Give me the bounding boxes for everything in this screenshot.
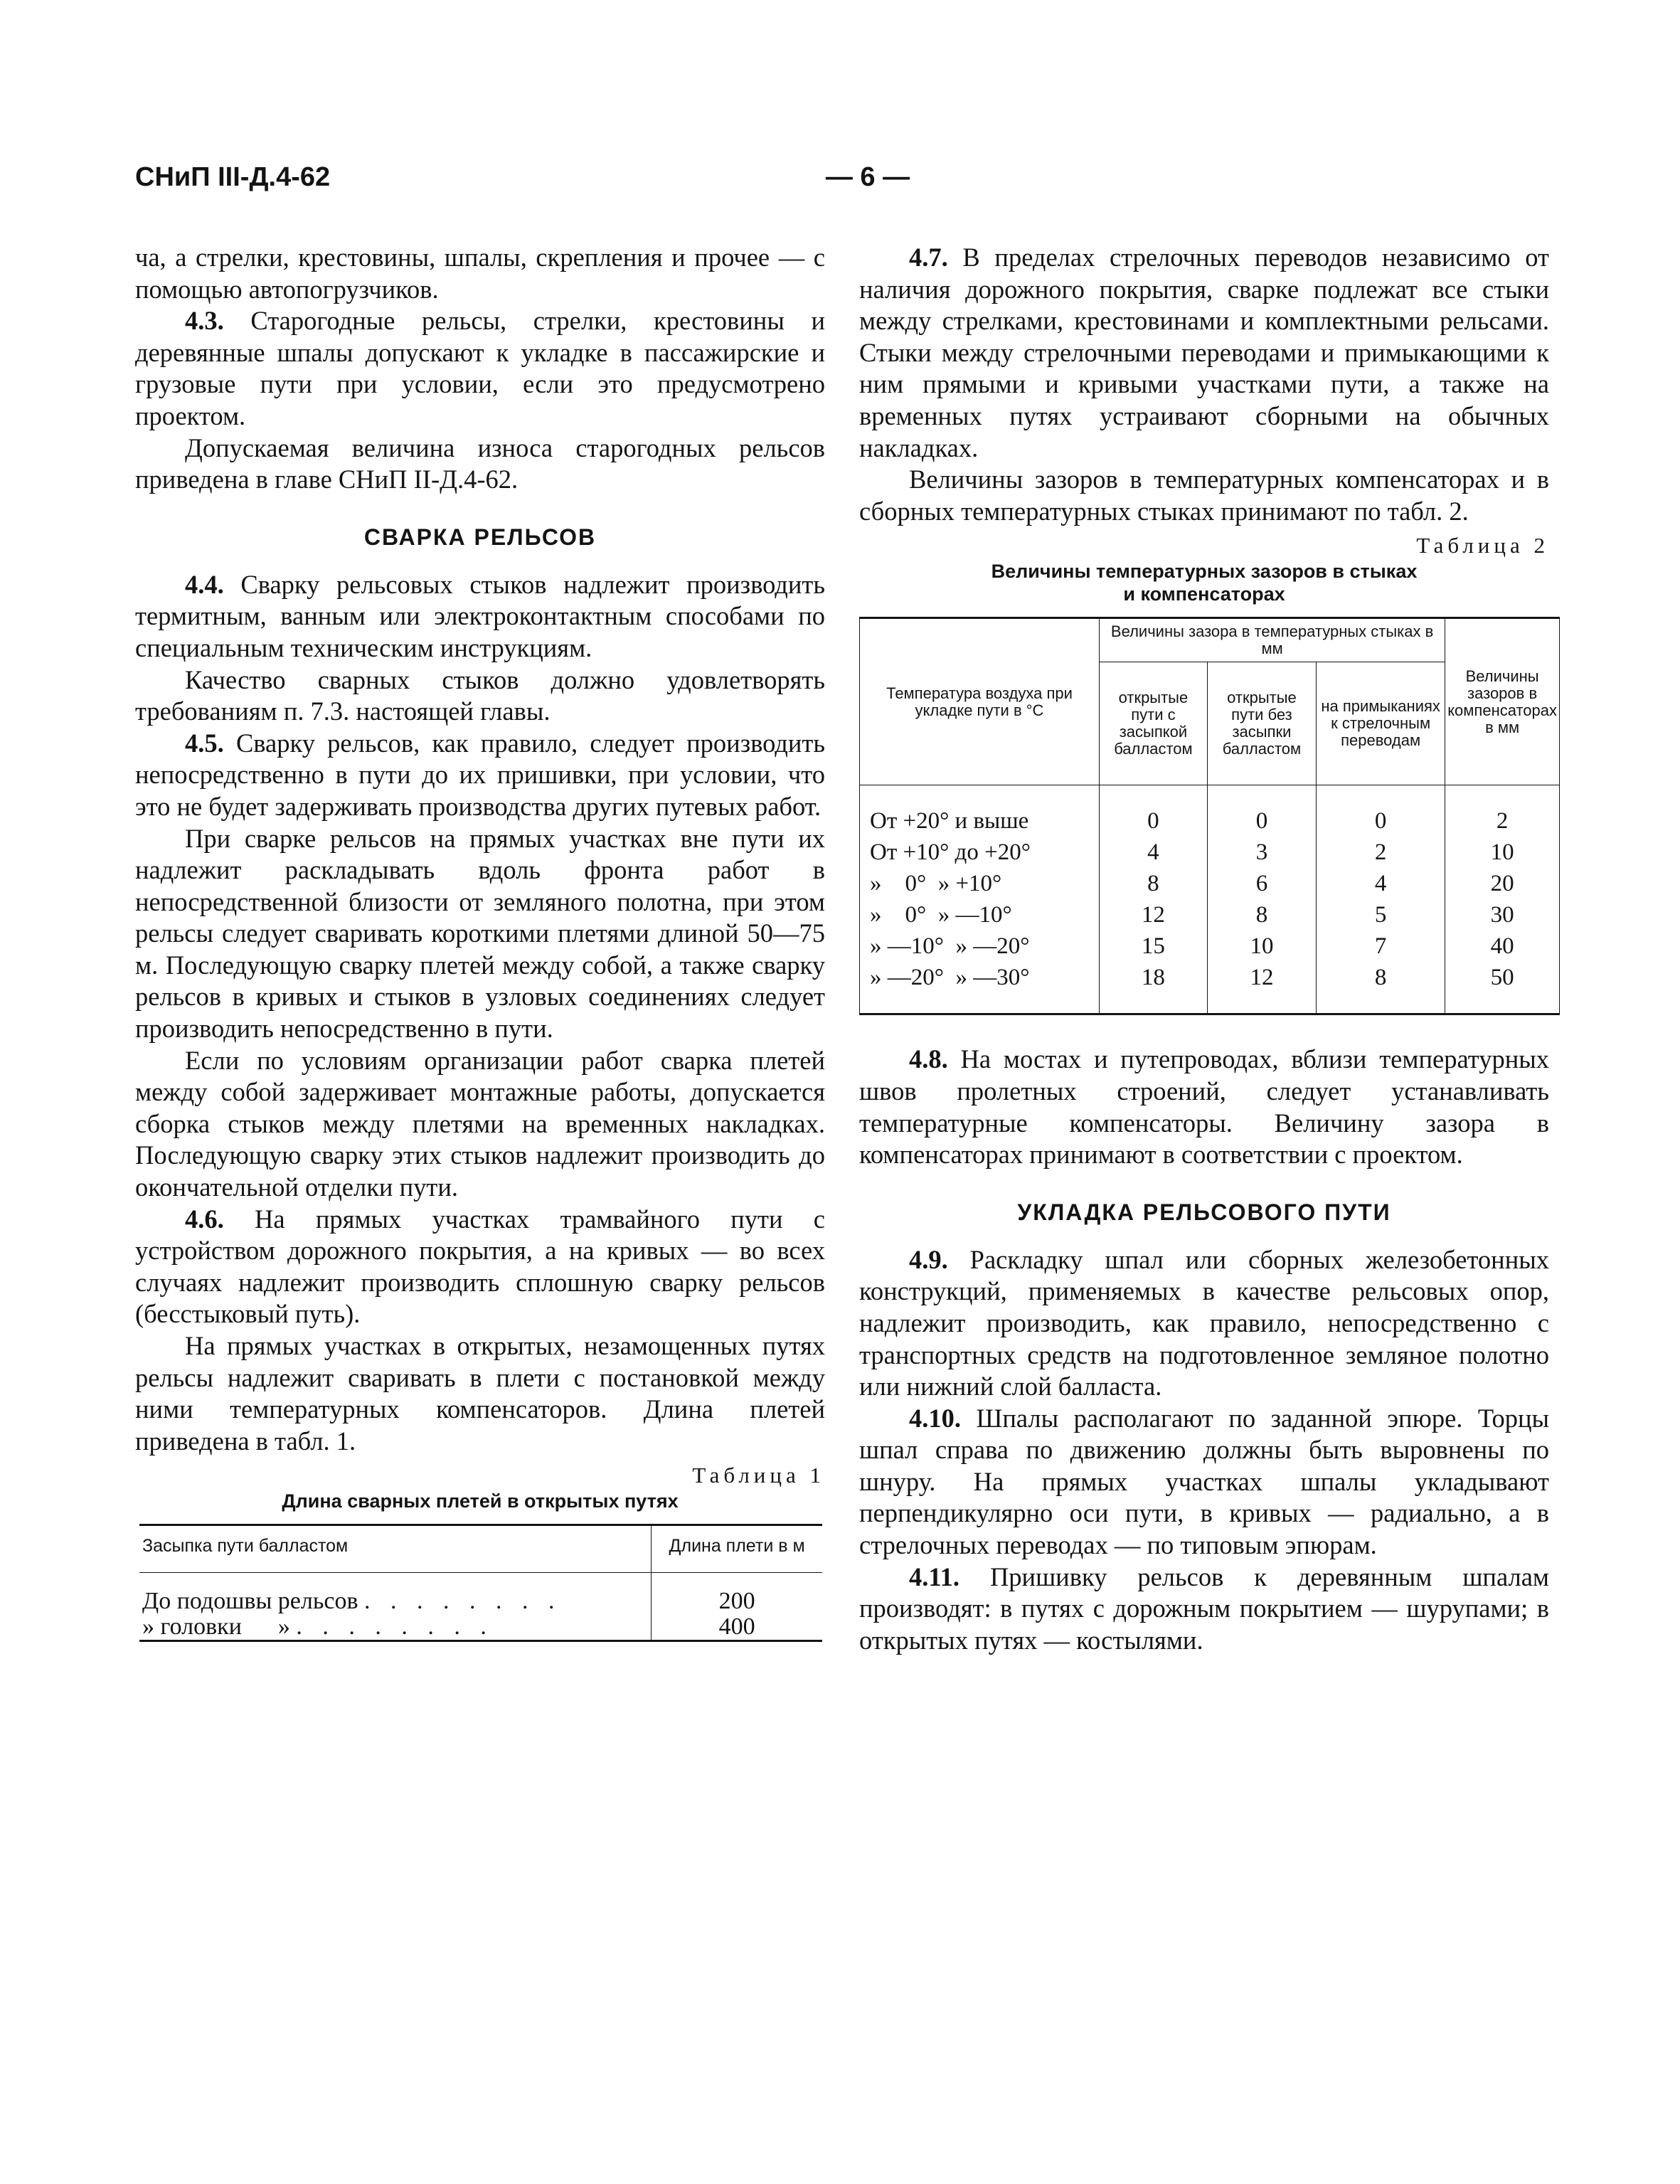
table-cell: » —20° » —30°	[860, 962, 1100, 1014]
table-row	[860, 868, 1560, 899]
page-header	[135, 162, 1543, 205]
clause-number: 4.7.	[909, 243, 948, 272]
table-cell: 0	[1207, 785, 1316, 837]
table-cell: До подошвы рельсов	[142, 1588, 358, 1615]
left-column	[135, 242, 825, 1642]
paragraph: Величины зазоров в температурных компенсаторах и в сборных температурных стыках принимают по табл. 2.	[859, 465, 1549, 526]
table-cell: » 0° » +10°	[860, 868, 1100, 899]
table-2-header-gap-group: Величины зазора в температурных стыках в мм	[1100, 618, 1445, 662]
paragraph-4-3: 4.3. Старогодные рельсы, стрелки, крестовины и деревянные шпалы допускают к укладке в пассажирские и грузовые пути при условии, если это предусмотрено проектом.	[135, 306, 826, 430]
section-heading-track-laying: УКЛАДКА РЕЛЬСОВОГО ПУТИ	[1017, 1199, 1391, 1225]
clause-number: 4.9.	[909, 1244, 948, 1274]
table-2-header-with-ballast: открытые пути с засыпкой балластом	[1100, 662, 1208, 785]
table-cell: 15	[1100, 931, 1208, 962]
table-2-header-without-ballast: открытые пути без засыпки балластом	[1207, 662, 1316, 785]
table-cell: 7	[1317, 931, 1445, 962]
table-cell: 2	[1317, 837, 1445, 868]
table-1-header-ballast: Засыпка пути балластом	[139, 1525, 652, 1573]
table-2-title: Величины температурных зазоров в стыках и компенсаторах	[991, 561, 1418, 605]
table-cell: 50	[1445, 962, 1560, 1014]
table-2-header-temperature: Температура воздуха при укладке пути в °С	[860, 618, 1100, 785]
table-1-header-length: Длина плети в м	[652, 1525, 822, 1573]
table-cell: » 0° » —10°	[860, 899, 1100, 931]
table-cell: 6	[1207, 868, 1316, 899]
table-cell: 200	[718, 1588, 755, 1615]
clause-number: 4.11.	[909, 1562, 959, 1591]
clause-number: 4.6.	[185, 1204, 224, 1234]
table-cell: 18	[1100, 962, 1208, 1014]
table-cell: 5	[1317, 899, 1445, 931]
paragraph-4-8: 4.8. На мостах и путепроводах, вблизи температурных швов пролетных строений, следует устанавливать температурные компенсаторы. Величину зазора в компенсаторах принимают в соответствии с проектом.	[859, 1044, 1549, 1170]
table-cell: 40	[1445, 931, 1560, 962]
page-number: — 6 —	[825, 162, 910, 192]
table-cell: 0	[1317, 785, 1445, 837]
table-cell: 10	[1445, 837, 1560, 868]
paragraph-4-11: 4.11. Пришивку рельсов к деревянным шпалам производят: в путях с дорожным покрытием — шурупами; в открытых путях — костылями.	[859, 1562, 1549, 1655]
paragraph: При сварке рельсов на прямых участках вне пути их надлежит раскладывать вдоль фронта работ в непосредственной близости от земляного полотна, при этом рельсы следует сваривать короткими плетями длиной 50—75 м. Последующую сварку плетей между собой, а также сварку рельсов в кривых и стыков в узловых соединениях следует производить непосредственно в пути.	[135, 823, 825, 1044]
table-cell: 8	[1207, 899, 1316, 931]
table-row	[139, 1573, 822, 1615]
paragraph-4-5: 4.5. Сварку рельсов, как правило, следует производить непосредственно в пути до их пришивки, при условии, что это не будет задерживать производства других путевых работ.	[135, 728, 826, 821]
clause-number: 4.4.	[185, 569, 224, 599]
table-cell: 4	[1317, 868, 1445, 899]
table-2-header-switch-junctions: на примыканиях к стрелочным переводам	[1317, 662, 1445, 785]
paragraph-4-9: 4.9. Раскладку шпал или сборных железобетонных конструкций, применяемых в качестве рельсовых опор, надлежит производить, как правило, непосредственно с транспортных средств на подготовленное земляное полотно или нижний слой балласта.	[859, 1244, 1550, 1401]
leader-dots: . . . . . . . .	[296, 1613, 494, 1640]
table-2	[859, 617, 1560, 1015]
paragraph: Качество сварных стыков должно удовлетворять требованиям п. 7.3. настоящей главы.	[135, 664, 825, 726]
leader-dots: . . . . . . . .	[364, 1588, 562, 1615]
section-heading-rail-welding: СВАРКА РЕЛЬСОВ	[363, 524, 597, 550]
clause-number: 4.10.	[909, 1403, 961, 1433]
table-cell: 12	[1207, 962, 1316, 1014]
table-row	[860, 899, 1560, 931]
table-cell: 10	[1207, 931, 1316, 962]
paragraph-4-4: 4.4. Сварку рельсовых стыков надлежит производить термитным, ванным или электроконтактным способами по специальным техническим инструкциям.	[135, 569, 825, 662]
table-row	[860, 931, 1560, 962]
paragraph: Если по условиям организации работ сварка плетей между собой задерживает монтажные работы, допускается сборка стыков между плетями на временных накладках. Последующую сварку этих стыков надлежит производить до окончательной отделки пути.	[135, 1045, 825, 1202]
table-row	[139, 1614, 822, 1641]
table-1	[139, 1524, 822, 1642]
table-cell: От +20° и выше	[860, 785, 1100, 837]
table-cell: 8	[1317, 962, 1445, 1014]
table-cell: От +10° до +20°	[860, 837, 1100, 868]
table-cell: 20	[1445, 868, 1560, 899]
table-2-header-compensator: Величины зазоров в компенсаторах в мм	[1445, 618, 1560, 785]
table-row	[860, 785, 1560, 837]
table-1-title: Длина сварных плетей в открытых путях	[282, 1490, 679, 1512]
document-code: СНиП III-Д.4-62	[135, 162, 331, 192]
paragraph-4-6: 4.6. На прямых участках трамвайного пути с устройством дорожного покрытия, а на кривых — во всех случаях надлежит производить сплошную сварку рельсов (бесстыковый путь).	[135, 1204, 825, 1329]
table-cell: » —10° » —20°	[860, 931, 1100, 962]
table-cell: 8	[1100, 868, 1208, 899]
table-cell: 2	[1445, 785, 1560, 837]
clause-number: 4.8.	[909, 1044, 948, 1074]
table-cell: 400	[718, 1613, 755, 1640]
paragraph-4-10: 4.10. Шпалы располагают по заданной эпюре. Торцы шпал справа по движению должны быть выровнены по шнуру. На прямых участках шпалы укладывают перпендикулярно оси пути, в кривых — радиально, а в стрелочных переводах — по типовым эпюрам.	[859, 1403, 1550, 1560]
clause-number: 4.5.	[185, 728, 224, 758]
clause-number: 4.3.	[185, 306, 224, 336]
paragraph: Допускаемая величина износа старогодных рельсов приведена в главе СНиП II-Д.4-62.	[135, 433, 825, 494]
paragraph: ча, а стрелки, крестовины, шпалы, скрепления и прочее — с помощью автопогрузчиков.	[135, 243, 825, 304]
table-cell: 30	[1445, 899, 1560, 931]
right-column	[859, 242, 1558, 1656]
table-1-label: Таблица 1	[692, 1463, 825, 1488]
table-cell: 12	[1100, 899, 1208, 931]
table-row	[860, 962, 1560, 1014]
table-2-label: Таблица 2	[1416, 533, 1549, 558]
paragraph: На прямых участках в открытых, незамощенных путях рельсы надлежит сваривать в плети с постановкой между ними температурных компенсаторов. Длина плетей приведена в табл. 1.	[135, 1331, 825, 1456]
table-cell: » головки »	[142, 1613, 290, 1640]
table-row	[860, 837, 1560, 868]
table-cell: 0	[1100, 785, 1208, 837]
paragraph-4-7: 4.7. В пределах стрелочных переводов независимо от наличия дорожного покрытия, сварке подлежат все стыки между стрелками, крестовинами и комплектными рельсами. Стыки между стрелочными переводами и примыкающими к ним прямыми и кривыми участками пути, а также на временных путях устраивают сборными на обычных накладках.	[859, 243, 1549, 462]
table-cell: 3	[1207, 837, 1316, 868]
table-cell: 4	[1100, 837, 1208, 868]
